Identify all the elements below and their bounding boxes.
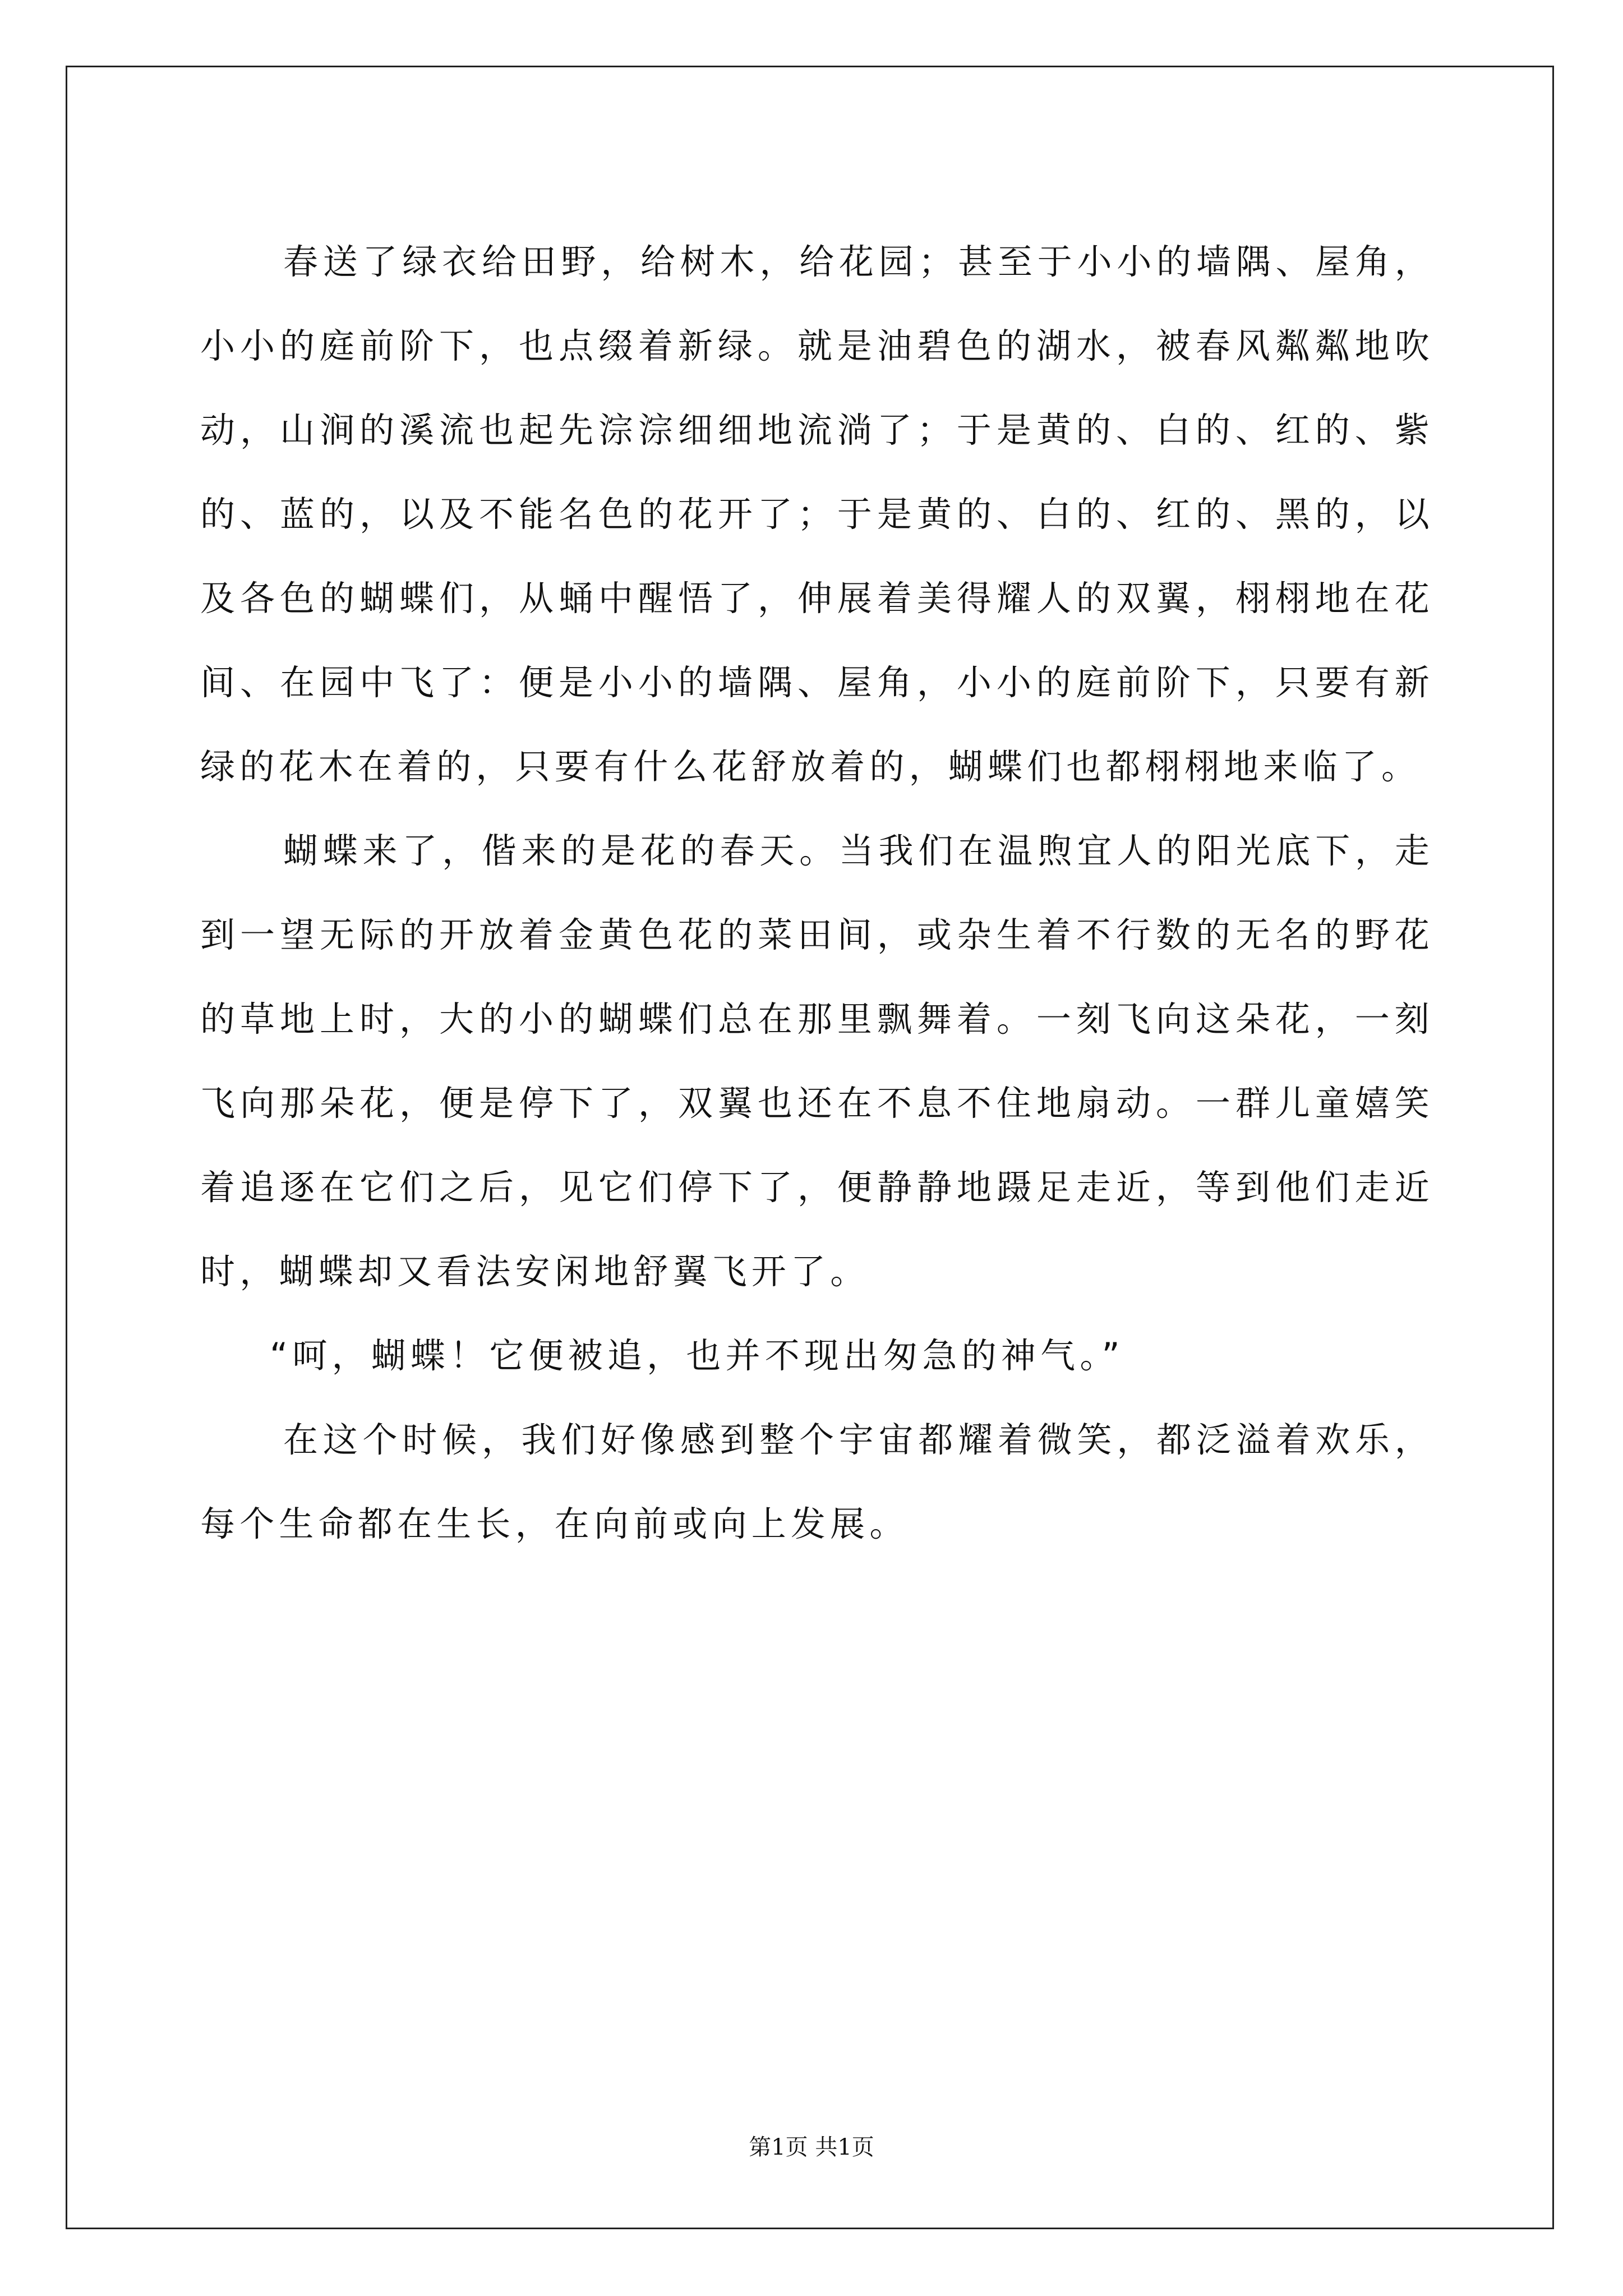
page-footer: 第1页 共1页 [749,2134,874,2160]
quote-paragraph: “呵，蝴蝶！它便被追，也并不现出匆急的神气。” [270,1335,1124,1376]
document-body [200,220,1434,1566]
paragraph: 蝴蝶来了，偕来的是花的春天。当我们在温煦宜人的阳光底下，走到一望无际的开放着金黄色花的菜田间，或杂生着不行数的无名的野花的草地上时，大的小的蝴蝶们总在那里飘舞着。一刻飞向这朵花，一刻飞向那朵花，便是停下了，双翼也还在不息不住地扇动。一群儿童嬉笑着追逐在它们之后，见它们停下了，便静静地蹑足走近，等到他们走近时，蝴蝶却又看法安闲地舒翼飞开了。 [200,830,1434,1292]
paragraph: 春送了绿衣给田野，给树木，给花园；甚至于小小的墙隅、屋角，小小的庭前阶下，也点缀着新绿。就是油碧色的湖水，被春风粼粼地吹动，山涧的溪流也起先淙淙细细地流淌了；于是黄的、白的、红的、紫的、蓝的，以及不能名色的花开了；于是黄的、白的、红的、黑的，以及各色的蝴蝶们，从蛹中醒悟了，伸展着美得耀人的双翼，栩栩地在花间、在园中飞了：便是小小的墙隅、屋角，小小的庭前阶下，只要有新绿的花木在着的，只要有什么花舒放着的，蝴蝶们也都栩栩地来临了。 [200,241,1434,787]
paragraph: 在这个时候，我们好像感到整个宇宙都耀着微笑，都泛溢着欢乐，每个生命都在生长，在向前或向上发展。 [200,1419,1434,1544]
